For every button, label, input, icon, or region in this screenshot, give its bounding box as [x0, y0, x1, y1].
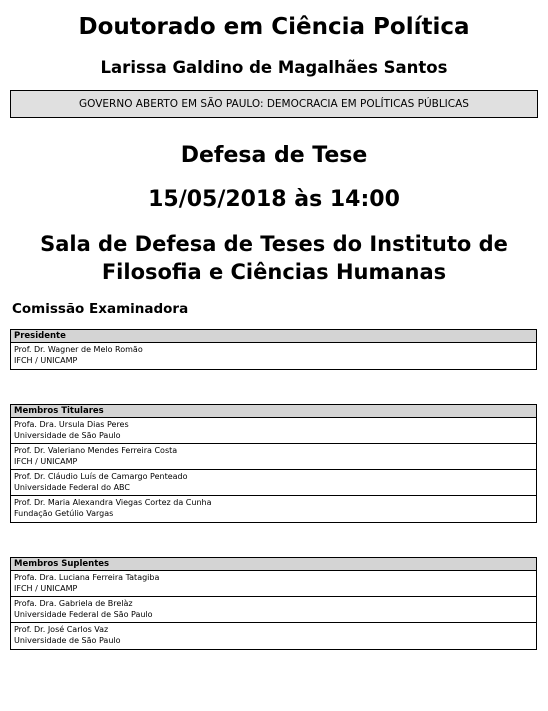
- program-title: Doutorado em Ciência Política: [78, 14, 470, 40]
- event-venue: Sala de Defesa de Teses do Instituto de Filosofia e Ciências Humanas: [40, 232, 508, 284]
- member-row: [11, 623, 536, 649]
- student-name: Larissa Galdino de Magalhães Santos: [100, 58, 448, 77]
- thesis-title-box: [10, 90, 538, 118]
- member-name: Prof. Dr. Valeriano Mendes Ferreira Costa: [14, 446, 178, 455]
- member-row: [11, 571, 536, 597]
- member-institution: IFCH / UNICAMP: [14, 457, 78, 466]
- member-institution: IFCH / UNICAMP: [14, 356, 78, 365]
- titulares-header: Membros Titulares: [11, 405, 536, 418]
- member-institution: Universidade Federal de São Paulo: [14, 610, 153, 619]
- member-name: Profa. Dra. Gabriela de Brelàz: [14, 599, 133, 608]
- member-name: Prof. Dr. José Carlos Vaz: [14, 625, 109, 634]
- member-row: [11, 343, 536, 369]
- thesis-title: GOVERNO ABERTO EM SÃO PAULO: DEMOCRACIA EM POLÍTICAS PÚBLICAS: [79, 98, 469, 110]
- member-institution: IFCH / UNICAMP: [14, 584, 78, 593]
- event-datetime: 15/05/2018 às 14:00: [148, 187, 400, 212]
- member-name: Prof. Dr. Cláudio Luís de Camargo Penteado: [14, 472, 188, 481]
- member-institution: Universidade de São Paulo: [14, 431, 121, 440]
- member-row: [11, 444, 536, 470]
- president-table: [10, 329, 537, 370]
- member-name: Prof. Dr. Maria Alexandra Viegas Cortez da Cunha: [14, 498, 212, 507]
- member-institution: Universidade Federal do ABC: [14, 483, 130, 492]
- member-row: [11, 418, 536, 444]
- suplentes-header: Membros Suplentes: [11, 558, 536, 571]
- event-title: Defesa de Tese: [180, 143, 368, 168]
- member-institution: Universidade de São Paulo: [14, 636, 121, 645]
- member-name: Profa. Dra. Ursula Dias Peres: [14, 420, 129, 429]
- president-header: Presidente: [11, 330, 536, 343]
- member-name: Profa. Dra. Luciana Ferreira Tatagiba: [14, 573, 160, 582]
- member-row: [11, 470, 536, 496]
- suplentes-table: [10, 557, 537, 650]
- member-row: [11, 496, 536, 522]
- member-institution: Fundação Getúlio Vargas: [14, 509, 114, 518]
- titulares-table: [10, 404, 537, 523]
- member-name: Prof. Dr. Wagner de Melo Romão: [14, 345, 143, 354]
- member-row: [11, 597, 536, 623]
- commission-title: Comissão Examinadora: [12, 301, 189, 317]
